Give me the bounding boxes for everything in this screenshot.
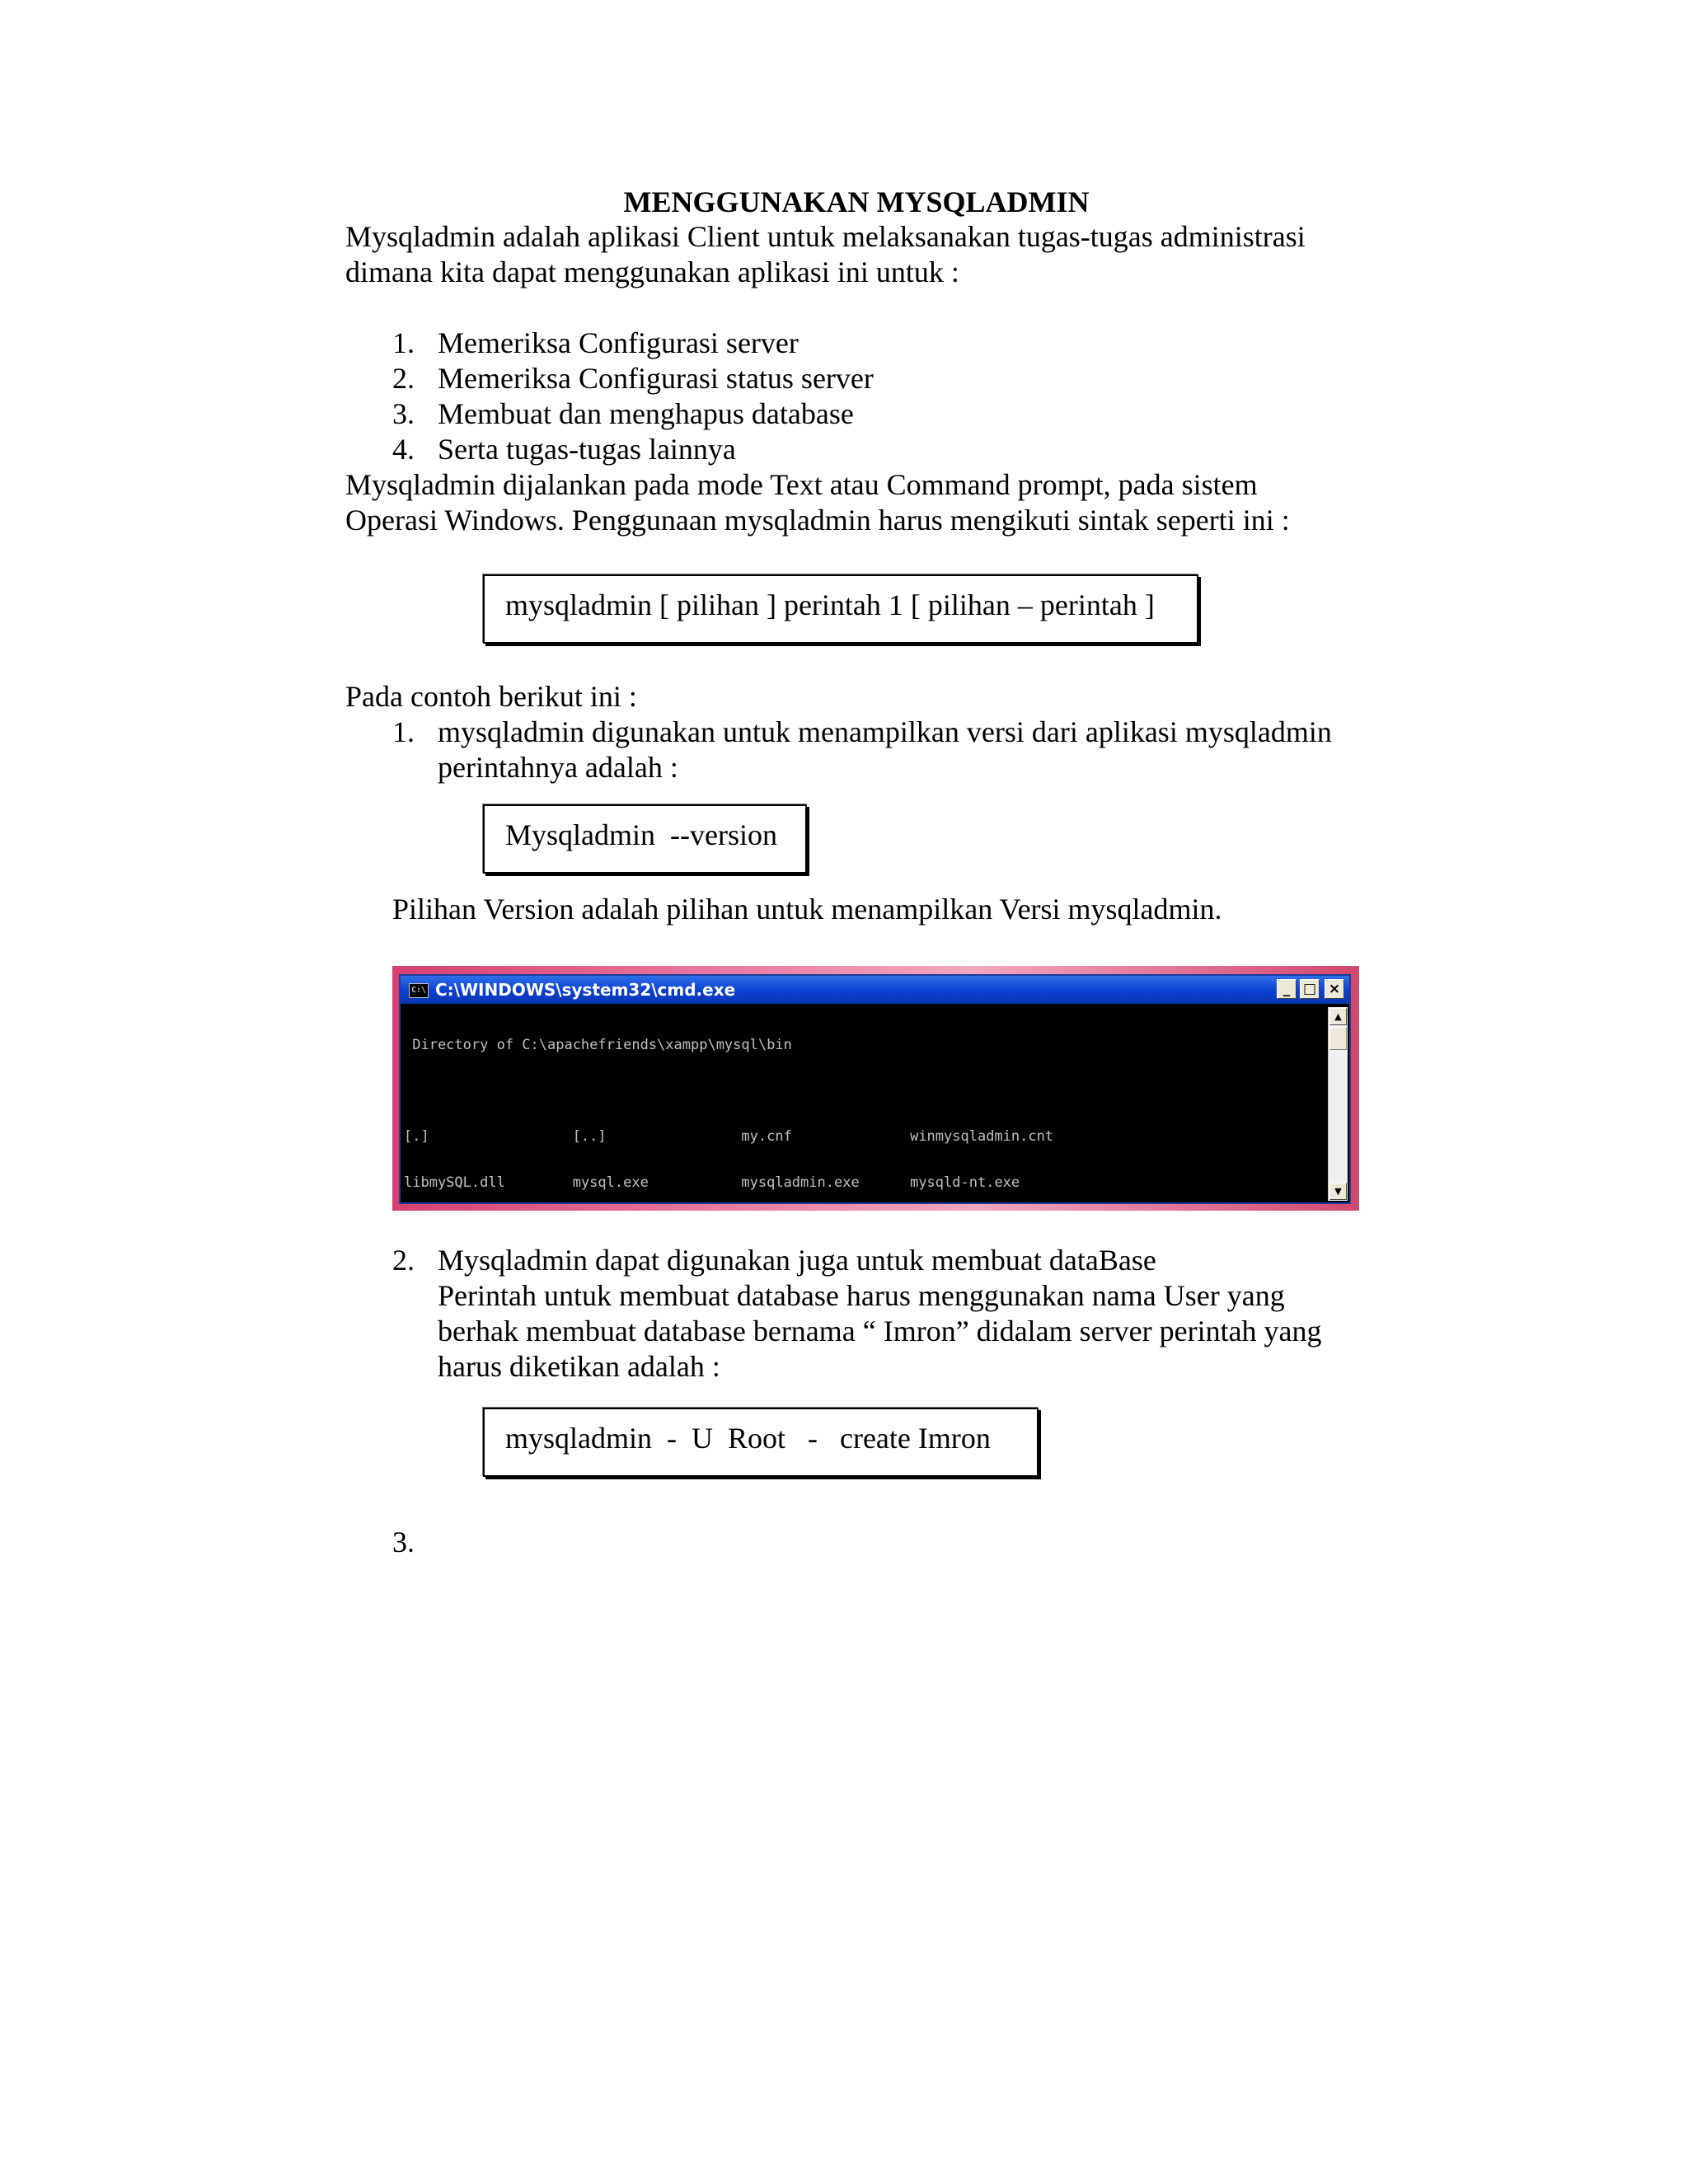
intro-line-1: Mysqladmin adalah aplikasi Client untuk melaksanakan tugas-tugas administrasi xyxy=(345,220,1306,253)
example2-line-2: Perintah untuk membuat database harus menggunakan nama User yang xyxy=(438,1279,1285,1312)
example1-line-1: mysqladmin digunakan untuk menampilkan versi dari aplikasi mysqladmin xyxy=(438,715,1332,748)
example-number: 3. xyxy=(392,1526,415,1558)
list-item: Membuat dan menghapus database xyxy=(438,397,854,430)
example-number: 1. xyxy=(392,715,415,748)
cmd-output xyxy=(404,1007,1320,1198)
list-item-number: 4. xyxy=(392,433,415,466)
cmd-titlebar[interactable] xyxy=(401,976,1349,1004)
example1-note: Pilihan Version adalah pilihan untuk menampilkan Versi mysqladmin. xyxy=(392,893,1222,926)
create-command-box: mysqladmin - U Root - create Imron xyxy=(483,1408,1039,1477)
maximize-button[interactable]: □ xyxy=(1300,979,1320,999)
intro-line-2: dimana kita dapat menggunakan aplikasi ini untuk : xyxy=(345,255,959,288)
scroll-up-arrow-icon[interactable]: ▲ xyxy=(1329,1008,1347,1025)
example1-line-2: perintahnya adalah : xyxy=(438,751,678,784)
example2-line-3: berhak membuat database bernama “ Imron” didalam server perintah yang xyxy=(438,1315,1322,1347)
scrollbar-thumb[interactable] xyxy=(1329,1027,1347,1050)
cmd-app-icon: C:\ xyxy=(409,983,429,998)
example2-line-1: Mysqladmin dapat digunakan juga untuk membuat dataBase xyxy=(438,1244,1156,1277)
cmd-window-title: C:\WINDOWS\system32\cmd.exe xyxy=(435,980,736,1000)
list-item-number: 3. xyxy=(392,397,415,430)
page-title: MENGGUNAKAN MYSQLADMIN xyxy=(623,185,1090,218)
syntax-box: mysqladmin [ pilihan ] perintah 1 [ pilihan – perintah ] xyxy=(483,574,1198,644)
close-button[interactable]: × xyxy=(1325,979,1344,999)
cmd-window xyxy=(399,974,1351,1204)
minimize-button[interactable]: _ xyxy=(1277,979,1296,999)
cmd-scrollbar[interactable] xyxy=(1328,1007,1348,1201)
mode-line-1: Mysqladmin dijalankan pada mode Text atau Command prompt, pada sistem xyxy=(345,468,1258,501)
list-item-number: 1. xyxy=(392,326,415,359)
example-number: 2. xyxy=(392,1244,415,1277)
list-item: Memeriksa Configurasi status server xyxy=(438,362,874,395)
cmd-output-line xyxy=(404,1084,1320,1099)
list-item-number: 2. xyxy=(392,362,415,395)
example2-line-4: harus diketikan adalah : xyxy=(438,1350,720,1383)
examples-intro: Pada contoh berikut ini : xyxy=(345,680,637,713)
version-command-box: Mysqladmin --version xyxy=(483,804,807,874)
cmd-output-line: Directory of C:\apachefriends\xampp\mysql\bin xyxy=(404,1037,792,1053)
cmd-output-line: libmySQL.dll mysql.exe mysqladmin.exe mysqld-nt.exe xyxy=(404,1174,1020,1191)
list-item: Serta tugas-tugas lainnya xyxy=(438,433,736,466)
mode-line-2: Operasi Windows. Penggunaan mysqladmin harus mengikuti sintak seperti ini : xyxy=(345,504,1290,537)
list-item: Memeriksa Configurasi server xyxy=(438,326,799,359)
cmd-screenshot-frame xyxy=(392,966,1359,1211)
scroll-down-arrow-icon[interactable]: ▼ xyxy=(1329,1183,1347,1200)
cmd-output-line: [.] [..] my.cnf winmysqladmin.cnt xyxy=(404,1128,1054,1145)
